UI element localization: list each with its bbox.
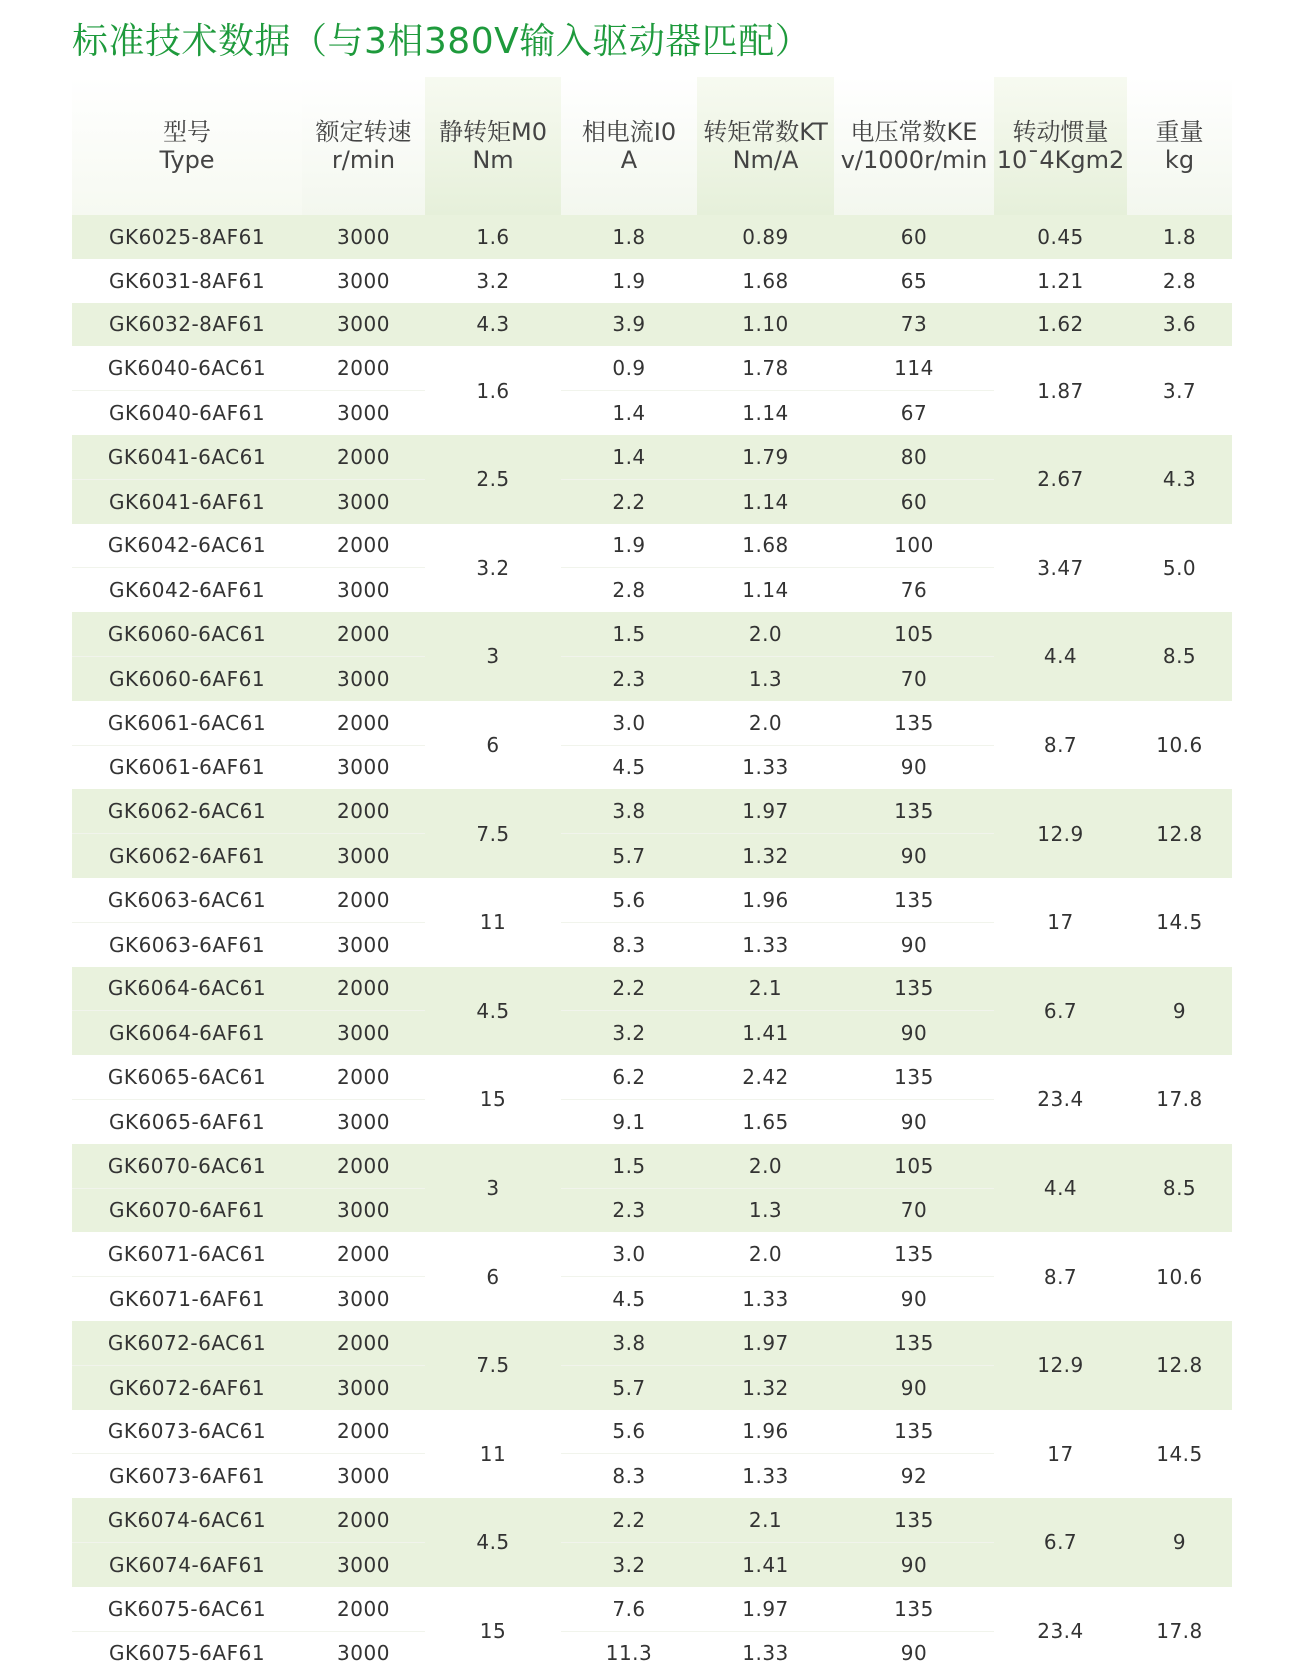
cell-torque-constant: 1.3 (697, 1188, 834, 1232)
cell-torque-constant: 1.97 (697, 1587, 834, 1631)
table-row (72, 967, 1232, 1011)
cell-weight: 10.6 (1127, 1232, 1232, 1321)
cell-rotor-inertia: 23.4 (994, 1587, 1127, 1675)
cell-voltage-constant: 135 (834, 1232, 994, 1276)
cell-torque-constant: 2.42 (697, 1055, 834, 1099)
cell-voltage-constant: 135 (834, 967, 994, 1011)
cell-voltage-constant: 90 (834, 1542, 994, 1586)
table-row (72, 524, 1232, 568)
cell-voltage-constant: 65 (834, 259, 994, 303)
table-row (72, 259, 1232, 303)
table-row (72, 612, 1232, 656)
cell-rated-speed: 3000 (302, 215, 425, 259)
cell-torque-constant: 1.68 (697, 259, 834, 303)
cell-rotor-inertia: 8.7 (994, 701, 1127, 790)
cell-static-torque: 3 (425, 612, 561, 701)
cell-voltage-constant: 80 (834, 435, 994, 479)
header-type: 型号 Type (72, 77, 302, 215)
cell-phase-current: 3.8 (561, 1321, 697, 1365)
cell-voltage-constant: 135 (834, 1587, 994, 1631)
cell-static-torque: 4.5 (425, 1498, 561, 1587)
table-row (72, 1587, 1232, 1631)
cell-rated-speed: 2000 (302, 1410, 425, 1454)
cell-rotor-inertia: 6.7 (994, 967, 1127, 1056)
cell-type: GK6042-6AF61 (72, 568, 302, 612)
cell-weight: 8.5 (1127, 1144, 1232, 1233)
cell-voltage-constant: 90 (834, 1365, 994, 1409)
cell-torque-constant: 1.3 (697, 656, 834, 700)
header-static-torque: 静转矩M0 Nm (425, 77, 561, 215)
cell-torque-constant: 1.41 (697, 1011, 834, 1055)
cell-rated-speed: 3000 (302, 1277, 425, 1321)
cell-rotor-inertia: 0.45 (994, 215, 1127, 259)
cell-rated-speed: 3000 (302, 479, 425, 523)
cell-phase-current: 2.8 (561, 568, 697, 612)
cell-torque-constant: 1.33 (697, 745, 834, 789)
cell-torque-constant: 2.0 (697, 1144, 834, 1188)
cell-weight: 9 (1127, 1498, 1232, 1587)
cell-phase-current: 4.5 (561, 1277, 697, 1321)
cell-rotor-inertia: 23.4 (994, 1055, 1127, 1144)
cell-phase-current: 1.9 (561, 259, 697, 303)
cell-phase-current: 3.0 (561, 701, 697, 745)
cell-weight: 3.6 (1127, 303, 1232, 347)
cell-weight: 5.0 (1127, 524, 1232, 613)
cell-rated-speed: 3000 (302, 1011, 425, 1055)
cell-voltage-constant: 90 (834, 1099, 994, 1143)
cell-type: GK6064-6AC61 (72, 967, 302, 1011)
cell-static-torque: 1.6 (425, 346, 561, 435)
cell-rated-speed: 2000 (302, 435, 425, 479)
cell-weight: 4.3 (1127, 435, 1232, 524)
cell-type: GK6074-6AC61 (72, 1498, 302, 1542)
cell-voltage-constant: 135 (834, 1410, 994, 1454)
cell-phase-current: 3.0 (561, 1232, 697, 1276)
cell-type: GK6065-6AF61 (72, 1099, 302, 1143)
cell-phase-current: 2.2 (561, 967, 697, 1011)
cell-rated-speed: 3000 (302, 834, 425, 878)
cell-static-torque: 2.5 (425, 435, 561, 524)
cell-rated-speed: 2000 (302, 612, 425, 656)
cell-voltage-constant: 90 (834, 1277, 994, 1321)
cell-voltage-constant: 135 (834, 789, 994, 833)
cell-phase-current: 1.8 (561, 215, 697, 259)
spec-table (72, 77, 1232, 1675)
cell-type: GK6075-6AC61 (72, 1587, 302, 1631)
cell-voltage-constant: 90 (834, 834, 994, 878)
cell-weight: 8.5 (1127, 612, 1232, 701)
cell-static-torque: 3.2 (425, 259, 561, 303)
cell-rated-speed: 3000 (302, 1542, 425, 1586)
cell-torque-constant: 1.32 (697, 834, 834, 878)
cell-rotor-inertia: 8.7 (994, 1232, 1127, 1321)
table-row (72, 878, 1232, 922)
cell-phase-current: 3.8 (561, 789, 697, 833)
cell-phase-current: 2.2 (561, 1498, 697, 1542)
cell-phase-current: 2.3 (561, 656, 697, 700)
cell-rated-speed: 2000 (302, 789, 425, 833)
cell-phase-current: 1.9 (561, 524, 697, 568)
cell-torque-constant: 2.1 (697, 1498, 834, 1542)
cell-torque-constant: 1.96 (697, 878, 834, 922)
cell-torque-constant: 2.0 (697, 1232, 834, 1276)
header-phase-current: 相电流I0 A (561, 77, 697, 215)
cell-static-torque: 1.6 (425, 215, 561, 259)
cell-torque-constant: 1.33 (697, 1277, 834, 1321)
table-row (72, 346, 1232, 390)
cell-phase-current: 2.2 (561, 479, 697, 523)
cell-rated-speed: 2000 (302, 1232, 425, 1276)
cell-rated-speed: 2000 (302, 1321, 425, 1365)
cell-type: GK6061-6AF61 (72, 745, 302, 789)
cell-torque-constant: 1.33 (697, 1631, 834, 1675)
cell-phase-current: 5.6 (561, 878, 697, 922)
cell-weight: 14.5 (1127, 878, 1232, 967)
table-row (72, 1410, 1232, 1454)
cell-voltage-constant: 135 (834, 1498, 994, 1542)
cell-torque-constant: 1.33 (697, 922, 834, 966)
cell-rated-speed: 2000 (302, 1144, 425, 1188)
cell-phase-current: 7.6 (561, 1587, 697, 1631)
cell-rotor-inertia: 17 (994, 1410, 1127, 1499)
cell-rotor-inertia: 2.67 (994, 435, 1127, 524)
cell-voltage-constant: 100 (834, 524, 994, 568)
cell-type: GK6032-8AF61 (72, 303, 302, 347)
cell-static-torque: 4.5 (425, 967, 561, 1056)
cell-type: GK6041-6AF61 (72, 479, 302, 523)
cell-torque-constant: 1.32 (697, 1365, 834, 1409)
cell-phase-current: 3.2 (561, 1011, 697, 1055)
cell-torque-constant: 1.65 (697, 1099, 834, 1143)
cell-rotor-inertia: 6.7 (994, 1498, 1127, 1587)
cell-type: GK6062-6AF61 (72, 834, 302, 878)
header-voltage-constant: 电压常数KE v/1000r/min (834, 77, 994, 215)
cell-type: GK6073-6AF61 (72, 1454, 302, 1498)
cell-type: GK6073-6AC61 (72, 1410, 302, 1454)
header-rotor-inertia: 转动惯量 10¯4Kgm2 (994, 77, 1127, 215)
cell-type: GK6075-6AF61 (72, 1631, 302, 1675)
cell-rotor-inertia: 3.47 (994, 524, 1127, 613)
table-row (72, 435, 1232, 479)
cell-phase-current: 2.3 (561, 1188, 697, 1232)
cell-rated-speed: 3000 (302, 922, 425, 966)
cell-weight: 10.6 (1127, 701, 1232, 790)
cell-rated-speed: 2000 (302, 701, 425, 745)
cell-weight: 12.8 (1127, 1321, 1232, 1410)
table-row (72, 1498, 1232, 1542)
cell-rotor-inertia: 1.21 (994, 259, 1127, 303)
cell-torque-constant: 1.68 (697, 524, 834, 568)
cell-phase-current: 1.5 (561, 612, 697, 656)
cell-static-torque: 6 (425, 701, 561, 790)
table-row (72, 701, 1232, 745)
cell-voltage-constant: 135 (834, 1321, 994, 1365)
cell-type: GK6070-6AC61 (72, 1144, 302, 1188)
cell-weight: 3.7 (1127, 346, 1232, 435)
cell-voltage-constant: 90 (834, 922, 994, 966)
cell-weight: 17.8 (1127, 1055, 1232, 1144)
cell-phase-current: 5.7 (561, 834, 697, 878)
cell-static-torque: 3 (425, 1144, 561, 1233)
cell-type: GK6042-6AC61 (72, 524, 302, 568)
cell-phase-current: 3.2 (561, 1542, 697, 1586)
cell-torque-constant: 1.10 (697, 303, 834, 347)
cell-voltage-constant: 76 (834, 568, 994, 612)
cell-rated-speed: 3000 (302, 1454, 425, 1498)
cell-torque-constant: 1.97 (697, 789, 834, 833)
cell-rotor-inertia: 12.9 (994, 789, 1127, 878)
cell-rotor-inertia: 4.4 (994, 1144, 1127, 1233)
cell-torque-constant: 1.14 (697, 568, 834, 612)
cell-voltage-constant: 70 (834, 1188, 994, 1232)
cell-rated-speed: 2000 (302, 1055, 425, 1099)
cell-rated-speed: 3000 (302, 1631, 425, 1675)
cell-type: GK6065-6AC61 (72, 1055, 302, 1099)
cell-type: GK6072-6AF61 (72, 1365, 302, 1409)
cell-type: GK6040-6AF61 (72, 391, 302, 435)
cell-type: GK6063-6AF61 (72, 922, 302, 966)
cell-torque-constant: 1.33 (697, 1454, 834, 1498)
cell-weight: 17.8 (1127, 1587, 1232, 1675)
cell-voltage-constant: 60 (834, 479, 994, 523)
table-row (72, 1321, 1232, 1365)
cell-voltage-constant: 92 (834, 1454, 994, 1498)
cell-torque-constant: 1.97 (697, 1321, 834, 1365)
cell-type: GK6060-6AC61 (72, 612, 302, 656)
cell-rated-speed: 3000 (302, 303, 425, 347)
cell-rated-speed: 3000 (302, 656, 425, 700)
cell-type: GK6071-6AF61 (72, 1277, 302, 1321)
table-row (72, 1055, 1232, 1099)
cell-type: GK6031-8AF61 (72, 259, 302, 303)
cell-rated-speed: 2000 (302, 346, 425, 390)
cell-rated-speed: 2000 (302, 1587, 425, 1631)
cell-voltage-constant: 90 (834, 1011, 994, 1055)
cell-rated-speed: 2000 (302, 878, 425, 922)
cell-phase-current: 1.4 (561, 435, 697, 479)
cell-type: GK6041-6AC61 (72, 435, 302, 479)
header-rated-speed: 额定转速 r/min (302, 77, 425, 215)
cell-weight: 14.5 (1127, 1410, 1232, 1499)
cell-static-torque: 7.5 (425, 789, 561, 878)
cell-type: GK6064-6AF61 (72, 1011, 302, 1055)
cell-type: GK6061-6AC61 (72, 701, 302, 745)
cell-voltage-constant: 135 (834, 701, 994, 745)
cell-torque-constant: 1.79 (697, 435, 834, 479)
cell-static-torque: 7.5 (425, 1321, 561, 1410)
cell-static-torque: 11 (425, 878, 561, 967)
header-weight: 重量 kg (1127, 77, 1232, 215)
table-row (72, 1232, 1232, 1276)
cell-torque-constant: 1.14 (697, 479, 834, 523)
cell-phase-current: 0.9 (561, 346, 697, 390)
cell-voltage-constant: 105 (834, 1144, 994, 1188)
cell-rated-speed: 3000 (302, 259, 425, 303)
cell-type: GK6062-6AC61 (72, 789, 302, 833)
cell-torque-constant: 2.0 (697, 612, 834, 656)
cell-voltage-constant: 105 (834, 612, 994, 656)
cell-voltage-constant: 135 (834, 878, 994, 922)
cell-rotor-inertia: 1.87 (994, 346, 1127, 435)
cell-voltage-constant: 70 (834, 656, 994, 700)
cell-torque-constant: 1.96 (697, 1410, 834, 1454)
cell-voltage-constant: 135 (834, 1055, 994, 1099)
cell-rated-speed: 2000 (302, 1498, 425, 1542)
header-torque-constant: 转矩常数KT Nm/A (697, 77, 834, 215)
cell-rotor-inertia: 4.4 (994, 612, 1127, 701)
cell-rated-speed: 3000 (302, 1365, 425, 1409)
cell-phase-current: 8.3 (561, 1454, 697, 1498)
table-row (72, 303, 1232, 347)
cell-torque-constant: 1.41 (697, 1542, 834, 1586)
cell-rotor-inertia: 17 (994, 878, 1127, 967)
cell-phase-current: 1.4 (561, 391, 697, 435)
cell-voltage-constant: 90 (834, 1631, 994, 1675)
cell-voltage-constant: 90 (834, 745, 994, 789)
cell-type: GK6070-6AF61 (72, 1188, 302, 1232)
cell-rotor-inertia: 12.9 (994, 1321, 1127, 1410)
cell-phase-current: 6.2 (561, 1055, 697, 1099)
table-row (72, 215, 1232, 259)
cell-type: GK6071-6AC61 (72, 1232, 302, 1276)
cell-torque-constant: 2.0 (697, 701, 834, 745)
cell-weight: 2.8 (1127, 259, 1232, 303)
cell-rated-speed: 3000 (302, 391, 425, 435)
cell-type: GK6025-8AF61 (72, 215, 302, 259)
cell-static-torque: 15 (425, 1055, 561, 1144)
cell-voltage-constant: 73 (834, 303, 994, 347)
cell-torque-constant: 2.1 (697, 967, 834, 1011)
cell-weight: 9 (1127, 967, 1232, 1056)
cell-type: GK6060-6AF61 (72, 656, 302, 700)
table-row (72, 789, 1232, 833)
table-header (72, 77, 1232, 215)
cell-type: GK6074-6AF61 (72, 1542, 302, 1586)
table-body (72, 215, 1232, 1675)
cell-phase-current: 4.5 (561, 745, 697, 789)
cell-rated-speed: 3000 (302, 1188, 425, 1232)
cell-rotor-inertia: 1.62 (994, 303, 1127, 347)
cell-rated-speed: 2000 (302, 524, 425, 568)
cell-phase-current: 5.7 (561, 1365, 697, 1409)
cell-type: GK6040-6AC61 (72, 346, 302, 390)
cell-phase-current: 9.1 (561, 1099, 697, 1143)
page-title: 标准技术数据（与3相380V输入驱动器匹配） (72, 21, 812, 62)
cell-weight: 12.8 (1127, 789, 1232, 878)
cell-phase-current: 3.9 (561, 303, 697, 347)
cell-phase-current: 1.5 (561, 1144, 697, 1188)
table-row (72, 1144, 1232, 1188)
cell-rated-speed: 2000 (302, 967, 425, 1011)
cell-phase-current: 8.3 (561, 922, 697, 966)
cell-rated-speed: 3000 (302, 1099, 425, 1143)
cell-voltage-constant: 67 (834, 391, 994, 435)
cell-static-torque: 6 (425, 1232, 561, 1321)
cell-phase-current: 11.3 (561, 1631, 697, 1675)
cell-rated-speed: 3000 (302, 568, 425, 612)
cell-voltage-constant: 114 (834, 346, 994, 390)
cell-type: GK6063-6AC61 (72, 878, 302, 922)
cell-torque-constant: 1.14 (697, 391, 834, 435)
cell-torque-constant: 0.89 (697, 215, 834, 259)
cell-static-torque: 3.2 (425, 524, 561, 613)
cell-rated-speed: 3000 (302, 745, 425, 789)
cell-weight: 1.8 (1127, 215, 1232, 259)
cell-static-torque: 11 (425, 1410, 561, 1499)
cell-voltage-constant: 60 (834, 215, 994, 259)
cell-static-torque: 15 (425, 1587, 561, 1675)
cell-torque-constant: 1.78 (697, 346, 834, 390)
cell-static-torque: 4.3 (425, 303, 561, 347)
cell-phase-current: 5.6 (561, 1410, 697, 1454)
cell-type: GK6072-6AC61 (72, 1321, 302, 1365)
